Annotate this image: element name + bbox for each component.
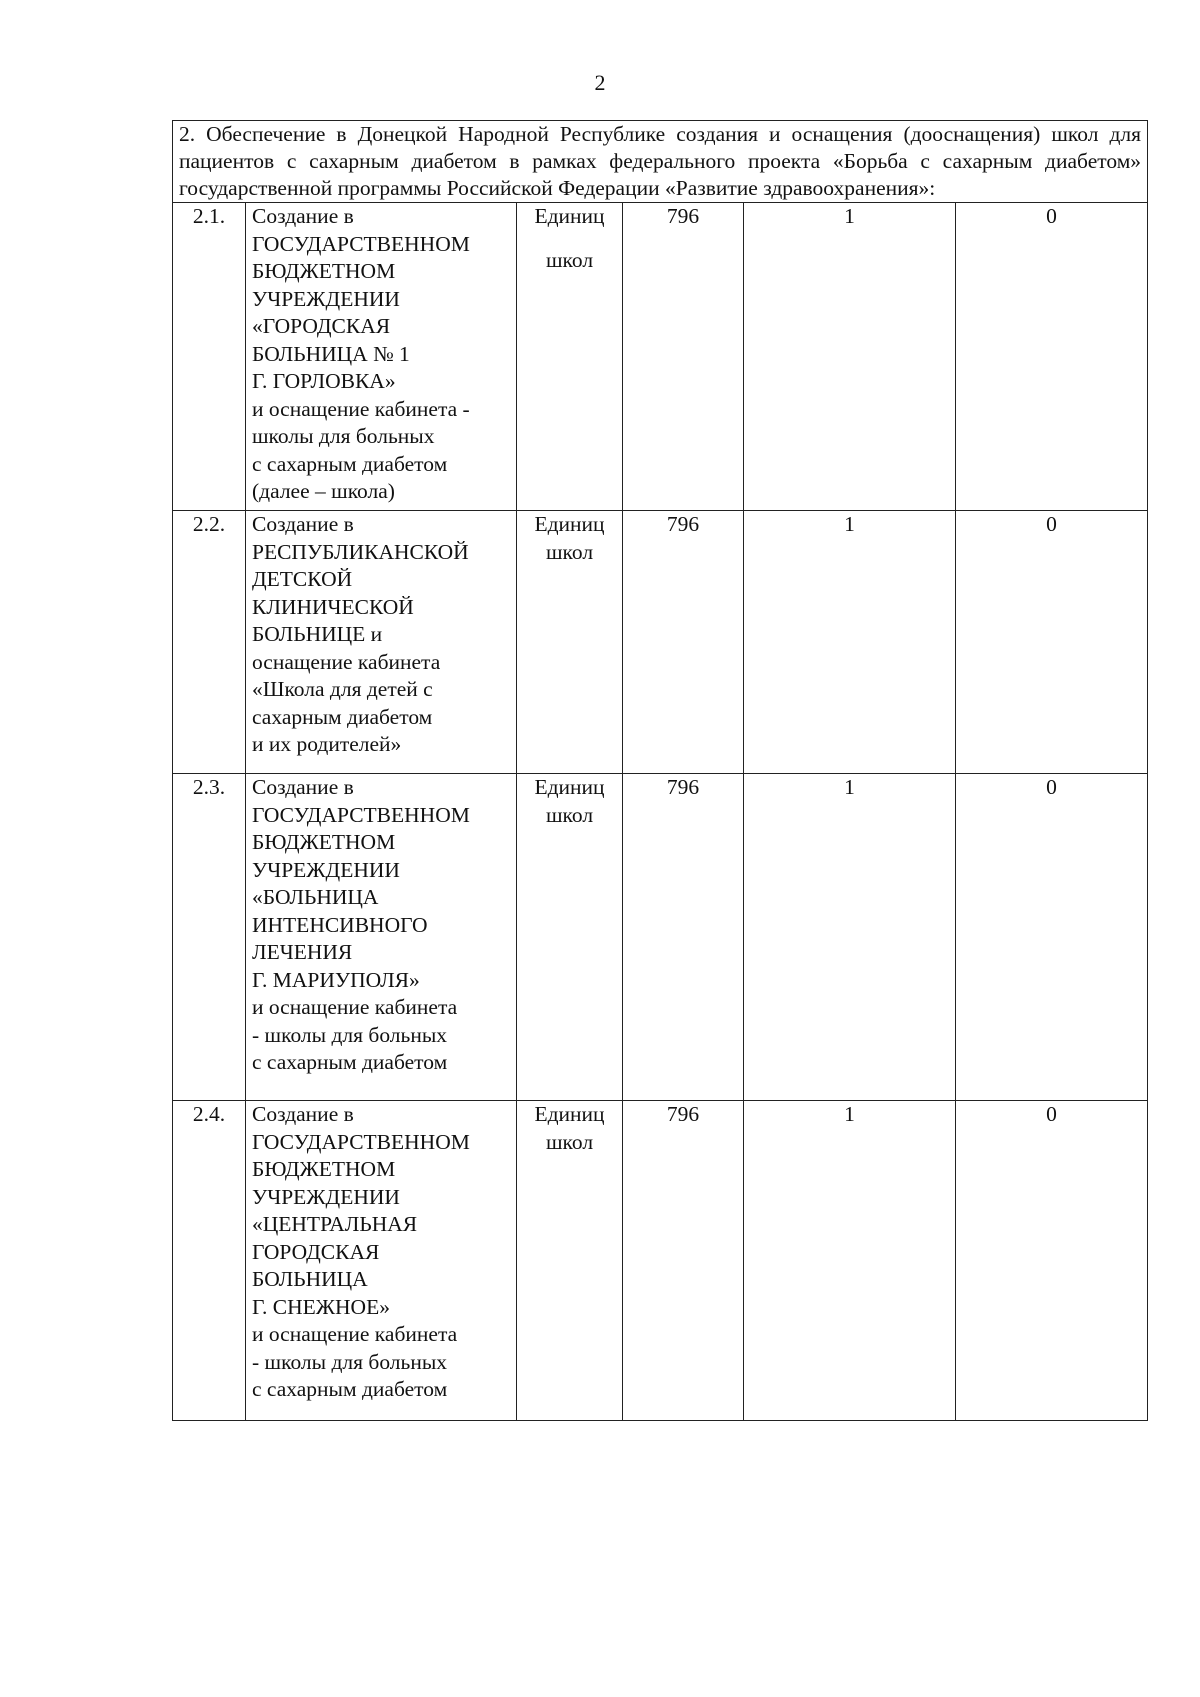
measure-name-line: ИНТЕНСИВНОГО <box>252 912 428 937</box>
okei-code: 796 <box>623 203 744 511</box>
measure-name-line: Г. МАРИУПОЛЯ» <box>252 967 420 992</box>
measure-name-line: Создание в <box>252 1102 354 1126</box>
measure-name-line: ГОСУДАРСТВЕННОМ <box>252 231 470 256</box>
measure-name-line: (далее – школа) <box>252 479 395 503</box>
value-cell: 1 <box>744 774 956 1101</box>
row-number: 2.2. <box>173 511 246 774</box>
measure-name-line: «Школа для детей с <box>252 677 433 701</box>
value-cell: 1 <box>744 1101 956 1421</box>
okei-code: 796 <box>623 774 744 1101</box>
unit-line: Единиц <box>534 775 605 799</box>
row-number: 2.3. <box>173 774 246 1101</box>
measure-name-line: Г. СНЕЖНОЕ» <box>252 1294 390 1319</box>
measure-name-line: школы для больных <box>252 424 435 448</box>
measure-name-line: БЮДЖЕТНОМ <box>252 259 396 283</box>
unit-line: Единиц <box>534 204 605 228</box>
unit-line: школ <box>545 1129 594 1154</box>
value-cell: 0 <box>956 1101 1148 1421</box>
unit-line: школ <box>545 802 594 827</box>
measure-name-line: «ГОРОДСКАЯ <box>252 314 391 338</box>
measure-name-line: с сахарным диабетом <box>252 451 448 476</box>
measure-name-line: Г. ГОРЛОВКА» <box>252 369 396 393</box>
unit-of-measure <box>517 203 623 511</box>
unit-of-measure <box>517 1101 623 1421</box>
unit-of-measure <box>517 774 623 1101</box>
measure-name-line: БОЛЬНИЦА № 1 <box>252 341 410 366</box>
measure-name-line: Создание в <box>252 775 354 799</box>
measure-name-line: БОЛЬНИЦА <box>252 1267 368 1291</box>
measure-name-line: и их родителей» <box>252 732 402 756</box>
value-cell: 0 <box>956 774 1148 1101</box>
table-row <box>173 203 1148 511</box>
okei-code: 796 <box>623 511 744 774</box>
measure-name-line: БЮДЖЕТНОМ <box>252 1157 396 1181</box>
measure-name-line: РЕСПУБЛИКАНСКОЙ <box>252 539 469 564</box>
table-row <box>173 511 1148 774</box>
section-heading-row <box>173 121 1148 203</box>
section-heading: 2. Обеспечение в Донецкой Народной Республике создания и оснащения (дооснащения) школ для пациентов с сахарным диабетом в рамках федерального проекта «Борьба с сахарным диабетом» государственной программы Российской Федерации «Развитие здравоохранения»: <box>173 121 1148 203</box>
measure-name-line: с сахарным диабетом <box>252 1377 448 1401</box>
measure-name-line: - школы для больных <box>252 1349 448 1374</box>
measure-name-line: БОЛЬНИЦЕ и <box>252 622 383 646</box>
value-cell: 0 <box>956 511 1148 774</box>
unit-line: школ <box>545 247 594 272</box>
measure-name <box>246 774 517 1101</box>
okei-code: 796 <box>623 1101 744 1421</box>
measure-name-line: сахарным диабетом <box>252 704 433 729</box>
value-cell: 1 <box>744 203 956 511</box>
unit-line: школ <box>545 539 594 564</box>
measure-name-line: ГОСУДАРСТВЕННОМ <box>252 1129 470 1154</box>
measure-name-line: с сахарным диабетом <box>252 1050 448 1074</box>
measure-name-line: «ЦЕНТРАЛЬНАЯ <box>252 1212 418 1236</box>
measure-name <box>246 1101 517 1421</box>
measure-name-line: КЛИНИЧЕСКОЙ <box>252 594 414 619</box>
measure-name-line: оснащение кабинета <box>252 649 441 674</box>
measure-name-line: Создание в <box>252 204 354 228</box>
measure-name-line: и оснащение кабинета - <box>252 396 470 421</box>
measure-name <box>246 511 517 774</box>
measure-name-line: ГОСУДАРСТВЕННОМ <box>252 802 470 827</box>
measure-name-line: ГОРОДСКАЯ <box>252 1239 380 1264</box>
measure-name-line: Создание в <box>252 512 354 536</box>
row-number: 2.4. <box>173 1101 246 1421</box>
measure-name-line: УЧРЕЖДЕНИИ <box>252 857 400 882</box>
row-number: 2.1. <box>173 203 246 511</box>
value-cell: 1 <box>744 511 956 774</box>
measure-name-line: - школы для больных <box>252 1022 448 1047</box>
measure-name-line: «БОЛЬНИЦА <box>252 885 379 909</box>
page-number: 2 <box>594 70 606 95</box>
measure-name <box>246 203 517 511</box>
measure-name-line: ЛЕЧЕНИЯ <box>252 940 353 964</box>
unit-line: Единиц <box>534 1102 605 1126</box>
measure-name-line: БЮДЖЕТНОМ <box>252 830 396 854</box>
measure-name-line: и оснащение кабинета <box>252 1322 458 1346</box>
measure-name-line: УЧРЕЖДЕНИИ <box>252 286 400 311</box>
table-row <box>173 1101 1148 1421</box>
unit-line: Единиц <box>534 512 605 536</box>
unit-of-measure <box>517 511 623 774</box>
school-creation-table <box>172 120 1148 1421</box>
table-row <box>173 774 1148 1101</box>
measure-name-line: ДЕТСКОЙ <box>252 567 353 591</box>
value-cell: 0 <box>956 203 1148 511</box>
measure-name-line: УЧРЕЖДЕНИИ <box>252 1184 400 1209</box>
measure-name-line: и оснащение кабинета <box>252 995 458 1019</box>
